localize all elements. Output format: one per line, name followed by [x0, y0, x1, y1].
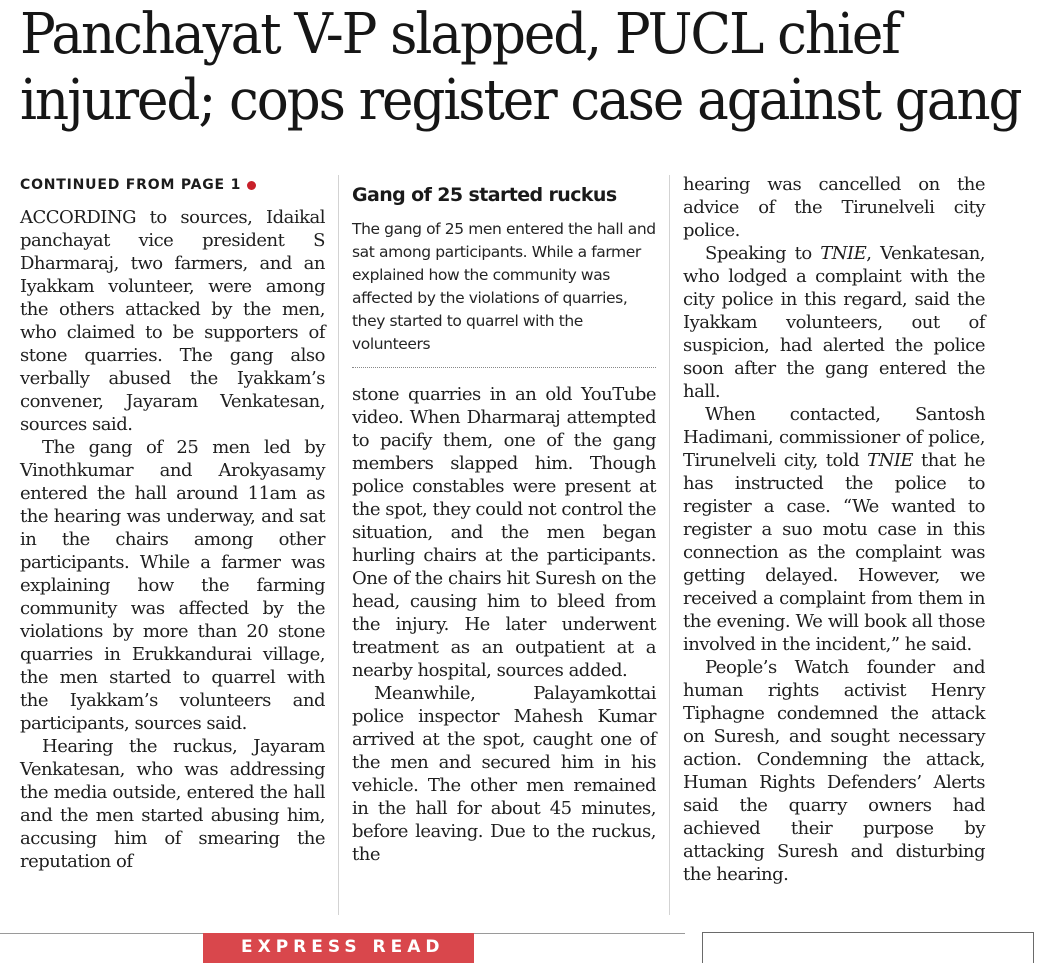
continued-label — [20, 175, 325, 195]
article-column-2 — [352, 383, 656, 866]
bottom-box — [702, 932, 1034, 963]
paragraph: Hearing the ruckus, Jayaram Venkatesan, who was addressing the media outside, entered the hall and the men started abusing him, accusing him of smearing the reputation of — [20, 736, 325, 872]
publication-name: TNIE — [820, 243, 867, 264]
paragraph: hearing was cancelled on the advice of the Tirunelveli city police. — [683, 174, 985, 241]
headline-line-2: injured; cops register case against gang — [20, 68, 1021, 133]
publication-name: TNIE — [867, 450, 914, 471]
article-column-1 — [20, 175, 325, 873]
continued-label-text: CONTINUED FROM PAGE 1 — [20, 177, 242, 193]
sidebar-text: The gang of 25 men entered the hall and sat among participants. While a farmer explained how the community was affected by the violations of quarries, they started to quarrel with the volunteers — [352, 220, 656, 353]
text-run: When contacted, Santosh Hadimani, commissioner of police, Tirunelveli city, told — [683, 404, 985, 471]
sidebar-heading: Gang of 25 started ruckus — [352, 184, 617, 206]
sidebar-box — [352, 182, 656, 370]
column-divider — [338, 175, 339, 915]
headline-line-1: Panchayat V-P slapped, PUCL chief — [20, 2, 899, 67]
column-divider — [669, 175, 670, 915]
sidebar-dotted-rule — [352, 367, 656, 368]
headline — [20, 2, 1021, 134]
paragraph — [683, 403, 985, 656]
paragraph: ACCORDING to sources, Idaikal panchayat vice president S Dharmaraj, two farmers, and an Iyakkam volunteer, were among the others attacked by the men, who claimed to be supporters of stone quarries. The gang also verbally abused the Iyakkam’s convener, Jayaram Venkatesan, sources said. — [20, 207, 325, 435]
paragraph: stone quarries in an old YouTube video. When Dharmaraj attempted to pacify them, one of the gang members slapped him. Though police constables were present at the spot, they could not control the situation, and the men began hurling chairs at the participants. One of the chairs hit Suresh on the head, causing him to bleed from the injury. He later underwent treatment as an outpatient at a nearby hospital, sources added. — [352, 384, 656, 681]
paragraph — [683, 242, 985, 403]
text-run: , Venkatesan, who lodged a complaint with the city police in this regard, said the Iyakkam volunteers, out of suspicion, had alerted the police soon after the gang entered the hall. — [683, 243, 986, 402]
paragraph: People’s Watch founder and human rights activist Henry Tiphagne condemned the attack on Suresh, and sought necessary action. Condemning the attack, Human Rights Defenders’ Alerts said the quarry owners had achieved their purpose by attacking Suresh and disturbing the hearing. — [683, 657, 985, 885]
red-dot-icon — [247, 181, 256, 190]
paragraph: Meanwhile, Palayamkottai police inspector Mahesh Kumar arrived at the spot, caught one of the men and secured him in his vehicle. The other men remained in the hall for about 45 minutes, before leaving. Due to the ruckus, the — [352, 683, 656, 865]
paragraph: The gang of 25 men led by Vinothkumar and Arokyasamy entered the hall around 11am as the hearing was underway, and sat in the chairs among other participants. While a farmer was explaining how the farming community was affected by the violations by more than 20 stone quarries in Erukkandurai village, the men started to quarrel with the Iyakkam’s volunteers and participants, sources said. — [20, 437, 325, 734]
express-read-banner: EXPRESS READ — [203, 933, 474, 963]
text-run: that he has instructed the police to register a case. “We wanted to register a suo motu case in this connection as the complaint was getting delayed. However, we received a complaint from them in the evening. We will book all those involved in the incident,” he said. — [683, 450, 986, 655]
text-run: Speaking to — [705, 243, 821, 264]
article-column-3 — [683, 173, 985, 886]
